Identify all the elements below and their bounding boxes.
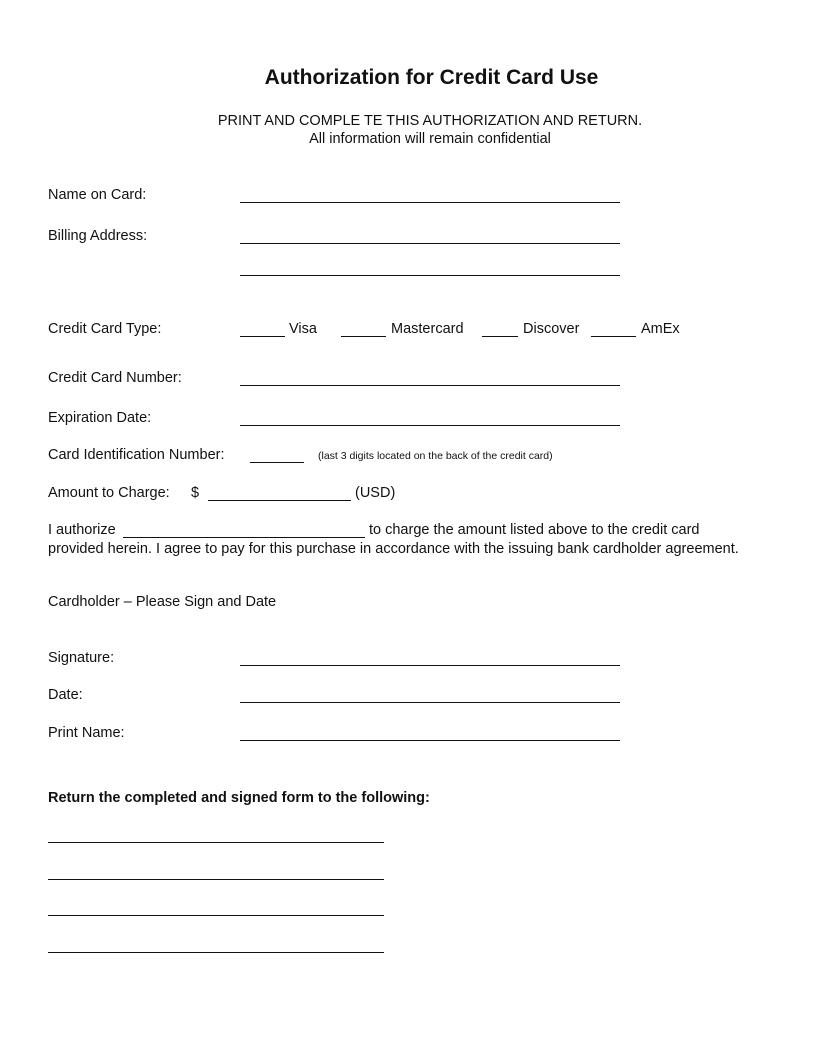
visa-checkbox-line[interactable] bbox=[240, 336, 285, 337]
authorization-text: provided herein. I agree to pay for this purchase in accordance with the issuing bank cardholder agreement. bbox=[48, 541, 739, 557]
merchant-name-field[interactable] bbox=[123, 537, 365, 538]
return-address-line-3[interactable] bbox=[48, 915, 384, 916]
print-name-label: Print Name: bbox=[48, 725, 125, 741]
card-type-amex: AmEx bbox=[641, 321, 680, 337]
print-name-field[interactable] bbox=[240, 740, 620, 741]
authorize-suffix: to charge the amount listed above to the credit card bbox=[369, 522, 700, 538]
date-label: Date: bbox=[48, 687, 83, 703]
authorize-prefix: I authorize bbox=[48, 522, 116, 538]
billing-address-label: Billing Address: bbox=[48, 228, 148, 244]
cin-note: (last 3 digits located on the back of the credit card) bbox=[318, 450, 553, 462]
card-type-mastercard: Mastercard bbox=[391, 321, 464, 337]
return-heading: Return the completed and signed form to the following: bbox=[48, 790, 430, 806]
name-on-card-field[interactable] bbox=[240, 202, 620, 203]
mastercard-checkbox-line[interactable] bbox=[341, 336, 386, 337]
cin-field[interactable] bbox=[250, 462, 304, 463]
amount-field[interactable] bbox=[208, 500, 351, 501]
card-number-field[interactable] bbox=[240, 385, 620, 386]
date-field[interactable] bbox=[240, 702, 620, 703]
name-on-card-label: Name on Card: bbox=[48, 187, 147, 203]
card-number-label: Credit Card Number: bbox=[48, 370, 182, 386]
billing-address-line-1[interactable] bbox=[240, 243, 620, 244]
currency-symbol: $ bbox=[191, 485, 200, 501]
return-address-line-2[interactable] bbox=[48, 879, 384, 880]
card-type-visa: Visa bbox=[289, 321, 317, 337]
return-address-line-4[interactable] bbox=[48, 952, 384, 953]
discover-checkbox-line[interactable] bbox=[482, 336, 518, 337]
card-type-label: Credit Card Type: bbox=[48, 321, 162, 337]
signature-field[interactable] bbox=[240, 665, 620, 666]
return-address-line-1[interactable] bbox=[48, 842, 384, 843]
form-title: Authorization for Credit Card Use bbox=[264, 66, 599, 89]
cardholder-heading: Cardholder – Please Sign and Date bbox=[48, 594, 277, 610]
confidential-note: All information will remain confidential bbox=[309, 131, 551, 147]
expiration-label: Expiration Date: bbox=[48, 410, 152, 426]
cin-label: Card Identification Number: bbox=[48, 447, 225, 463]
instruction-line: PRINT AND COMPLE TE THIS AUTHORIZATION AND RETURN. bbox=[217, 113, 643, 129]
amount-label: Amount to Charge: bbox=[48, 485, 170, 501]
amex-checkbox-line[interactable] bbox=[591, 336, 636, 337]
card-type-discover: Discover bbox=[523, 321, 580, 337]
billing-address-line-2[interactable] bbox=[240, 275, 620, 276]
currency-code: (USD) bbox=[355, 485, 396, 501]
signature-label: Signature: bbox=[48, 650, 115, 666]
expiration-field[interactable] bbox=[240, 425, 620, 426]
